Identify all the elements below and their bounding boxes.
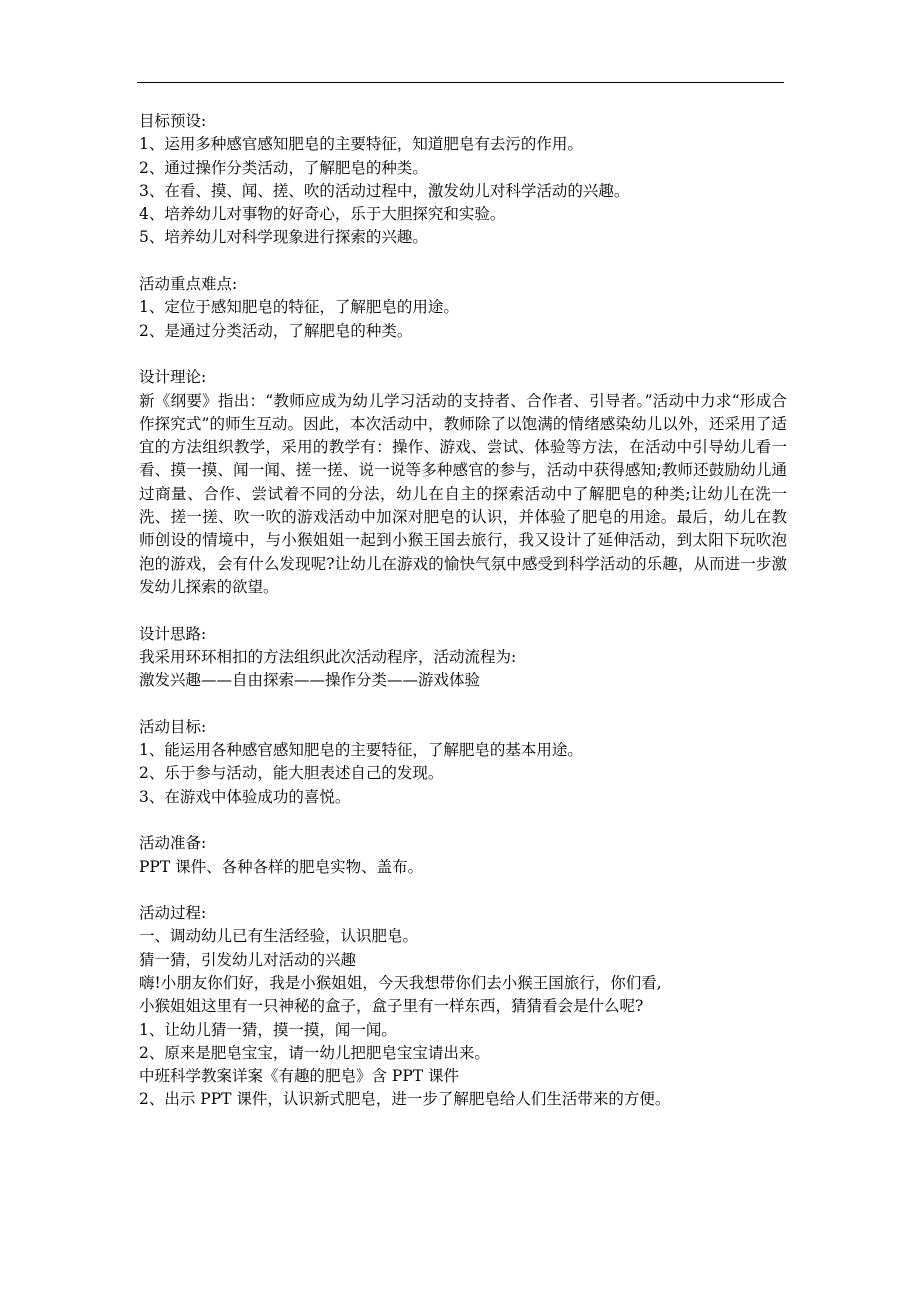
section-heading: 活动重点难点: (139, 275, 238, 294)
list-item: 1、能运用各种感官感知肥皂的主要特征，了解肥皂的基本用途。 (139, 741, 583, 760)
list-item: 4、培养幼儿对事物的好奇心，乐于大胆探究和实验。 (139, 205, 506, 224)
body-paragraph: 新《纲要》指出：“教师应成为幼儿学习活动的支持者、合作者、引导者。”活动中力求“形成合作探究式”的师生互动。因此，本次活动中，教师除了以饱满的情绪感染幼儿以外，还采用了适宜的方法组织教学，采用的教学有：操作、游戏、尝试、体验等方法，在活动中引导幼儿看一看、摸一摸、闻一闻、搓一搓、说一说等多种感官的参与，活动中获得感知;教师还鼓励幼儿通过商量、合作、尝试着不同的分法，幼儿在自主的探索活动中了解肥皂的种类;让幼儿在洗一洗、搓一搓、吹一吹的游戏活动中加深对肥皂的认识，并体验了肥皂的用途。最后，幼儿在教师创设的情境中，与小猴姐姐一起到小猴王国去旅行，我又设计了延伸活动，到太阳下玩吹泡泡的游戏，会有什么发现呢?让幼儿在游戏的愉快气氛中感受到科学活动的乐趣，从而进一步激发幼儿探索的欲望。 (139, 391, 787, 596)
list-item: 小猴姐姐这里有一只神秘的盒子，盒子里有一样东西，猜猜看会是什么呢? (139, 997, 644, 1016)
document-body (139, 110, 787, 1135)
list-item: 1、定位于感知肥皂的特征，了解肥皂的用途。 (139, 298, 459, 317)
flow-line: 激发兴趣——自由探索——操作分类——游戏体验 (139, 671, 481, 690)
list-item: 2、是通过分类活动，了解肥皂的种类。 (139, 321, 413, 340)
list-item: 2、乐于参与活动，能大胆表述自己的发现。 (139, 764, 444, 783)
list-item: 1、运用多种感官感知肥皂的主要特征，知道肥皂有去污的作用。 (139, 135, 583, 154)
list-item: 2、原来是肥皂宝宝，请一幼儿把肥皂宝宝请出来。 (139, 1043, 490, 1062)
list-item: 3、在看、摸、闻、搓、吹的活动过程中，激发幼儿对科学活动的兴趣。 (139, 181, 630, 200)
section-preparation (139, 832, 787, 879)
section-heading: 设计理论: (139, 368, 207, 387)
list-item: 5、培养幼儿对科学现象进行探索的兴趣。 (139, 228, 428, 247)
list-item: 一、调动幼儿已有生活经验，认识肥皂。 (139, 927, 419, 946)
list-item: 猜一猜，引发幼儿对活动的兴趣 (139, 950, 357, 969)
list-item: 2、通过操作分类活动，了解肥皂的种类。 (139, 158, 428, 177)
list-item: 1、让幼儿猜一猜，摸一摸，闻一闻。 (139, 1020, 397, 1039)
list-item: 嗨!小朋友你们好，我是小猴姐姐，今天我想带你们去小猴王国旅行，你们看, (139, 973, 662, 992)
section-key-points (139, 273, 787, 343)
header-rule (137, 82, 784, 83)
list-item: 2、出示 PPT 课件，认识新式肥皂，进一步了解肥皂给人们生活带来的方便。 (139, 1090, 671, 1109)
list-item: 我采用环环相扣的方法组织此次活动程序，活动流程为: (139, 647, 517, 666)
section-design-theory (139, 366, 787, 599)
section-heading: 活动过程: (139, 904, 207, 923)
section-design-idea (139, 623, 787, 693)
section-heading: 活动目标: (139, 717, 207, 736)
list-item: PPT 课件、各种各样的肥皂实物、盖布。 (139, 857, 424, 876)
section-heading: 设计思路: (139, 624, 207, 643)
section-process (139, 902, 787, 1112)
section-goals-preset (139, 110, 787, 250)
list-item: 中班科学教案详案《有趣的肥皂》含 PPT 课件 (139, 1067, 460, 1086)
list-item: 3、在游戏中体验成功的喜悦。 (139, 787, 351, 806)
section-activity-goals (139, 716, 787, 809)
section-heading: 活动准备: (139, 834, 207, 853)
section-heading: 目标预设: (139, 112, 207, 130)
